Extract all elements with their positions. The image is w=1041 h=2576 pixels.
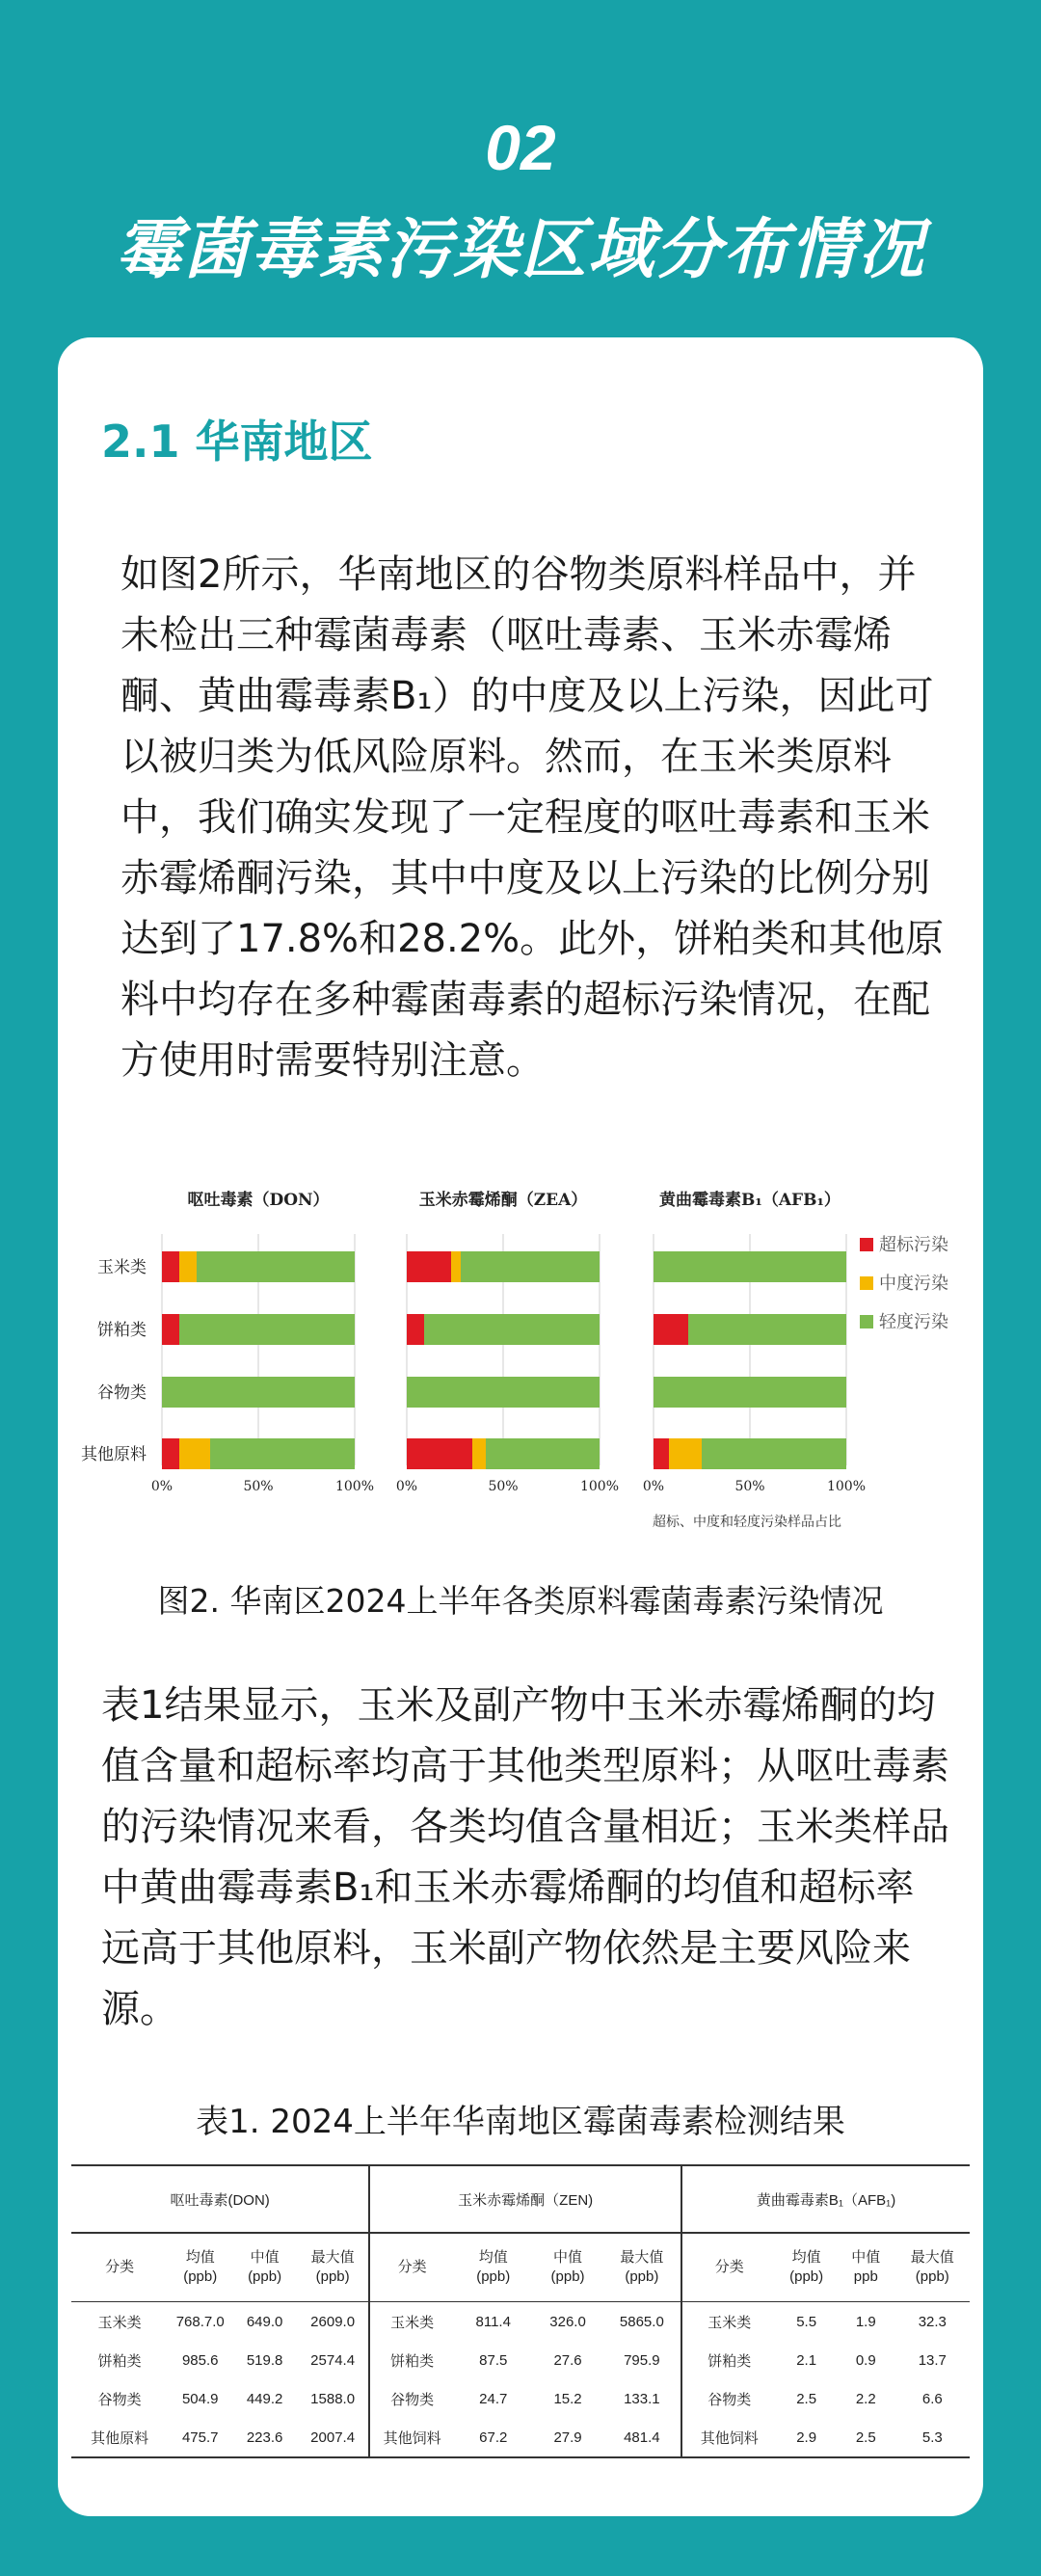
table-cell: 768.7.0 [175,2313,225,2330]
table-row [71,2379,970,2418]
table-cell: 27.6 [553,2351,582,2369]
content-card [58,337,983,2516]
page-title: 霉菌毒素污染区域分布情况 [115,212,925,288]
bar-segment [654,1251,846,1282]
table-cell: 中值 (ppb) [232,2233,297,2302]
table-row [71,2302,970,2342]
section-title: 2.1 华南地区 [101,416,373,468]
bar-segment [179,1314,355,1345]
table-cell: 谷物类 [369,2379,454,2418]
results-table [71,2164,970,2458]
legend-label: 中度污染 [879,1274,948,1294]
bar-segment [210,1438,355,1469]
x-tick-label: 0% [395,1479,418,1494]
bar-segment [424,1314,600,1345]
table-cell: 分类 [369,2233,454,2302]
bar-segment [179,1251,197,1282]
category-label: 饼粕类 [97,1321,147,1340]
table-cell: 326.0 [549,2313,586,2330]
table-cell: 其他原料 [71,2418,168,2457]
table-cell: 玉米赤霉烯酮（ZEN) [369,2165,681,2233]
chart-panel-title: 黄曲霉毒素B₁（AFB₁） [659,1191,841,1210]
table-cell: 最大值 (ppb) [895,2233,970,2302]
table-cell: 87.5 [479,2351,508,2369]
figure-caption: 图2. 华南区2024上半年各类原料霉菌毒素污染情况 [157,1582,884,1620]
table-cell: 2.2 [855,2390,876,2407]
bar-segment [179,1438,210,1469]
bar-segment [162,1251,179,1282]
x-tick-label: 0% [642,1479,665,1494]
x-tick-label: 50% [243,1479,274,1494]
chart-panel-title: 玉米赤霉烯酮（ZEA） [418,1191,588,1210]
table-cell: 最大值 (ppb) [603,2233,681,2302]
bar-segment [197,1251,355,1282]
table-cell: 67.2 [454,2418,532,2457]
bar-segment [669,1438,702,1469]
bar-segment [654,1438,669,1469]
x-axis-label: 超标、中度和轻度污染样品占比 [653,1515,841,1530]
category-label: 谷物类 [97,1383,147,1403]
table-cell: 2.5 [796,2390,817,2407]
table-cell: 5.3 [895,2418,970,2457]
legend-label: 轻度污染 [879,1312,948,1332]
table-cell: 1.9 [855,2313,876,2330]
table-cell: 均值 (ppb) [454,2233,532,2302]
table-subheader [71,2233,970,2302]
x-tick-label: 100% [579,1479,620,1494]
table-cell: 5865.0 [619,2313,664,2330]
table-cell: 223.6 [232,2418,297,2457]
table-cell: 谷物类 [681,2379,776,2418]
table-cell: 呕吐毒素(DON) [71,2165,369,2233]
table-cell: 32.3 [918,2313,947,2330]
bar-segment [702,1438,846,1469]
table-cell: 玉米类 [97,2314,142,2331]
table-cell: 13.7 [918,2351,947,2369]
table-cell: 中值 (ppb) [532,2233,602,2302]
table-cell: 519.8 [246,2351,283,2369]
table-cell: 2007.4 [297,2418,369,2457]
intro-paragraph: 如图2所示，华南地区的谷物类原料样品中，并未检出三种霉菌毒素（呕吐毒素、玉米赤霉烯酮、黄曲霉毒素B₁）的中度及以上污染，因此可以被归类为低风险原料。然而，在玉米类原料中，我们确实发现了一定程度的呕吐毒素和玉米赤霉烯酮污染，其中中度及以上污染的比例分别达到了17.8%和28.2%。此外，饼粕类和其他原料中均存在多种霉菌毒素的超标污染情况，在配方使用时需要特别注意。 [120,552,945,1083]
table-cell: 其他饲料 [681,2418,776,2457]
bar-segment [407,1314,424,1345]
table-cell: 玉米类 [681,2302,776,2342]
table-cell: 15.2 [553,2390,582,2407]
table-cell: 2.9 [776,2418,837,2457]
contamination-chart [58,1176,983,1543]
bar-segment [407,1251,451,1282]
section-number: 02 [485,112,556,183]
legend-label: 超标污染 [879,1235,948,1255]
bar-segment [472,1438,486,1469]
x-tick-label: 100% [334,1479,375,1494]
table-cell: 133.1 [624,2390,660,2407]
table-cell: 449.2 [246,2390,283,2407]
table-cell: 504.9 [181,2390,219,2407]
table-cell: 饼粕类 [369,2341,454,2379]
x-tick-label: 50% [734,1479,765,1494]
chart-panel-title: 呕吐毒素（DON） [187,1191,330,1210]
table-cell: 玉米类 [369,2302,454,2342]
legend-swatch [860,1238,873,1251]
table-row [71,2341,970,2379]
table-cell: 均值 (ppb) [776,2233,837,2302]
bar-segment [688,1314,846,1345]
legend-swatch [860,1315,873,1328]
table-cell: 6.6 [921,2390,943,2407]
x-tick-label: 50% [488,1479,519,1494]
bar-segment [407,1438,472,1469]
table-cell: 0.9 [855,2351,876,2369]
table-cell: 谷物类 [97,2391,142,2408]
bar-segment [162,1377,355,1408]
bar-segment [654,1377,846,1408]
table-cell: 481.4 [603,2418,681,2457]
table-cell: 1588.0 [310,2390,356,2407]
table-group-header [71,2165,970,2233]
table-cell: 649.0 [246,2313,283,2330]
category-label: 玉米类 [97,1258,147,1277]
bar-segment [407,1377,600,1408]
table-cell: 24.7 [479,2390,508,2407]
table-cell: 饼粕类 [97,2352,142,2370]
bar-segment [162,1438,179,1469]
table-cell: 2574.4 [310,2351,356,2369]
legend-swatch [860,1276,873,1290]
bar-segment [654,1314,688,1345]
table-cell: 811.4 [475,2313,511,2330]
table-caption: 表1. 2024上半年华南地区霉菌毒素检测结果 [196,2103,845,2141]
bar-segment [461,1251,600,1282]
table-row [71,2418,970,2457]
table-summary-paragraph: 表1结果显示，玉米及副产物中玉米赤霉烯酮的均值含量和超标率均高于其他类型原料；从呕吐毒素的污染情况来看，各类均值含量相近；玉米类样品中黄曲霉毒素B₁和玉米赤霉烯酮的均值和超标率远高于其他原料，玉米副产物依然是主要风险来源。 [101,1683,949,2031]
table-cell: 27.9 [532,2418,602,2457]
table-cell: 5.5 [796,2313,817,2330]
table-cell: 795.9 [624,2351,660,2369]
table-cell: 中值 ppb [837,2233,895,2302]
category-label: 其他原料 [81,1445,147,1464]
table-cell: 2609.0 [310,2313,356,2330]
table-cell: 分类 [681,2233,776,2302]
bar-segment [162,1314,179,1345]
x-tick-label: 100% [826,1479,867,1494]
table-cell: 饼粕类 [681,2341,776,2379]
table-cell: 2.5 [837,2418,895,2457]
table-cell: 475.7 [168,2418,232,2457]
bar-segment [486,1438,600,1469]
table-cell: 分类 [71,2233,168,2302]
table-cell: 其他饲料 [369,2418,454,2457]
table-cell: 最大值 (ppb) [297,2233,369,2302]
table-cell: 985.6 [181,2351,219,2369]
table-cell: 黄曲霉毒素B₁（AFB₁) [681,2165,970,2233]
table-cell: 均值 (ppb) [168,2233,232,2302]
bar-segment [451,1251,461,1282]
x-tick-label: 0% [150,1479,174,1494]
table-cell: 2.1 [796,2351,817,2369]
